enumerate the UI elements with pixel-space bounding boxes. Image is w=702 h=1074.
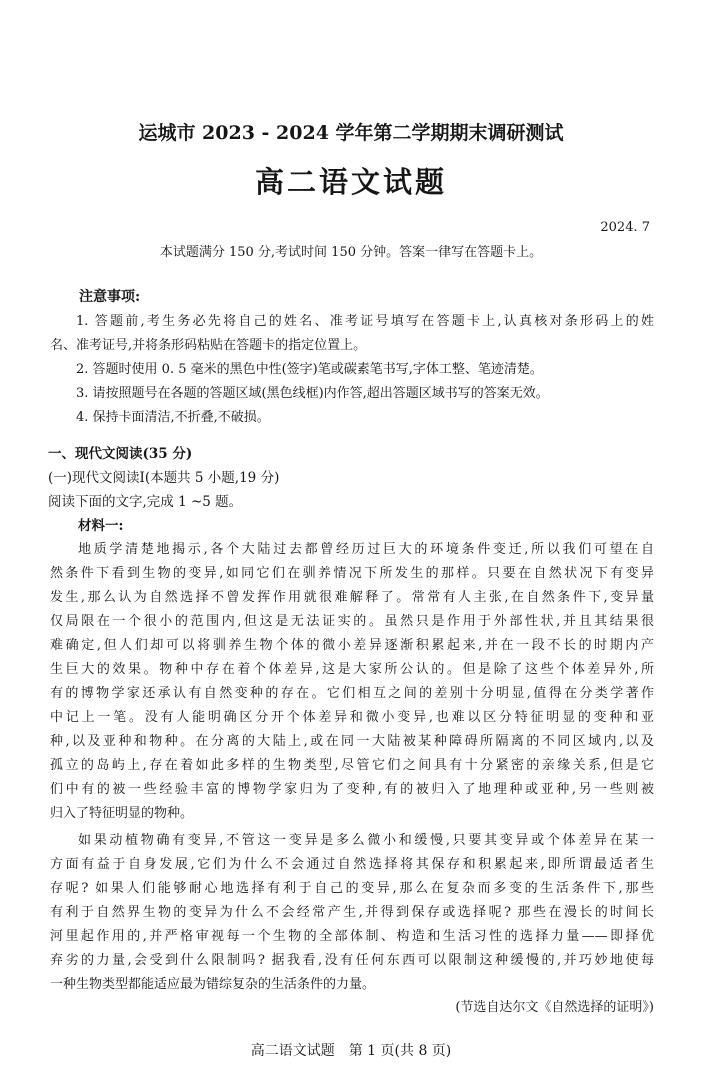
passage-line: 地质学清楚地揭示,各个大陆过去都曾经历过巨大的环境条件变迁,所以我们可望在自 xyxy=(78,542,654,557)
passage-line: 然条件下看到生物的变异,如同它们在驯养情况下所发生的那样。只要在自然状况下有变异 xyxy=(50,566,654,581)
passage-line: 有利于自然界生物的变异为什么不会经常产生,并得到保存或选择呢? 那些在漫长的时间长 xyxy=(50,905,654,920)
notice-line: 1. 答题前,考生务必先将自己的姓名、准考证号填写在答题卡上,认真核对条形码上的姓 xyxy=(76,314,654,329)
passage-line: 孤立的岛屿上,存在着如此多样的生物类型,尽管它们之间具有十分紧密的亲缘关系,但是它 xyxy=(50,758,654,773)
notice-line: 3. 请按照题号在各题的答题区域(黑色线框)内作答,超出答题区域书写的答案无效。 xyxy=(76,386,549,401)
notice-line: 4. 保持卡面清洁,不折叠,不破损。 xyxy=(76,410,270,425)
subject-title: 高二语文试题 xyxy=(254,165,447,199)
passage-line: 仅局限在一个很小的范围内,但这是无法证实的。虽然只是作用于外部性状,并且其结果很 xyxy=(50,614,654,629)
passage-line: 发生,那么认为自然选择不曾发挥作用就很难解释了。常常有人主张,在自然条件下,变异量 xyxy=(50,590,654,605)
exam-date: 2024. 7 xyxy=(600,220,650,235)
passage-line: 弃劣的力量,会受到什么限制吗? 据我看,没有任何东西可以限制这种缓慢的,并巧妙地使每 xyxy=(50,953,654,968)
reading-instruction: 阅读下面的文字,完成 1 ~5 题。 xyxy=(48,494,243,510)
passage-line: 生巨大的效果。物种中存在着个体差异,这是大家所公认的。但是除了这些个体差异外,所 xyxy=(50,662,654,677)
notice-line: 名、准考证号,并将条形码粘贴在答题卡的指定位置上。 xyxy=(50,338,367,353)
passage-line: 难确定,但人们却可以将驯养生物个体的微小差异逐渐积累起来,并在一段不长的时期内产 xyxy=(50,638,654,653)
material-label: 材料一: xyxy=(78,518,124,534)
passage-line: 一种生物类型都能适应最为错综复杂的生活条件的力量。 xyxy=(50,977,376,992)
passage-line: 河里起作用的,并严格审视每一个生物的全部体制、构造和生活习性的选择力量——即择优 xyxy=(50,929,654,944)
notice-heading: 注意事项: xyxy=(79,289,141,305)
passage-line: 方面有益于自身发展,它们为什么不会通过自然选择将其保存和积累起来,即所谓最适者生 xyxy=(50,857,654,872)
section-heading: 一、现代文阅读(35 分) xyxy=(48,446,193,462)
exam-title: 运城市 2023 - 2024 学年第二学期期末调研测试 xyxy=(138,122,564,144)
passage-source: (节选自达尔文《自然选择的证明》) xyxy=(455,1000,654,1015)
passage-line: 归入了特征明显的物种。 xyxy=(50,806,194,821)
passage-line: 们中有的被一些经验丰富的博物学家归为了变种,有的被归入了地理种或亚种,另一些则被 xyxy=(50,782,654,797)
sub-heading: (一)现代文阅读Ⅰ(本题共 5 小题,19 分) xyxy=(48,470,280,486)
passage-line: 种,以及亚种和物种。在分离的大陆上,或在同一大陆被某种障碍所隔离的不同区域内,以及 xyxy=(50,734,654,749)
page-footer: 高二语文试题 第 1 页(共 8 页) xyxy=(250,1043,452,1059)
passage-line: 中记上一笔。没有人能明确区分开个体差异和微小变异,也难以区分特征明显的变种和亚 xyxy=(50,710,654,725)
exam-info: 本试题满分 150 分,考试时间 150 分钟。答案一律写在答题卡上。 xyxy=(159,245,543,260)
passage-line: 有的博物学家还承认有自然变种的存在。它们相互之间的差别十分明显,值得在分类学著作 xyxy=(50,686,654,701)
notice-line: 2. 答题时使用 0. 5 毫米的黑色中性(签字)笔或碳素笔书写,字体工整、笔迹清楚。 xyxy=(76,362,543,377)
passage-line: 存呢? 如果人们能够耐心地选择有利于自己的变异,那么在复杂而多变的生活条件下,那些 xyxy=(50,881,654,896)
passage-line: 如果动植物确有变异,不管这一变异是多么微小和缓慢,只要其变异或个体差异在某一 xyxy=(78,833,654,848)
